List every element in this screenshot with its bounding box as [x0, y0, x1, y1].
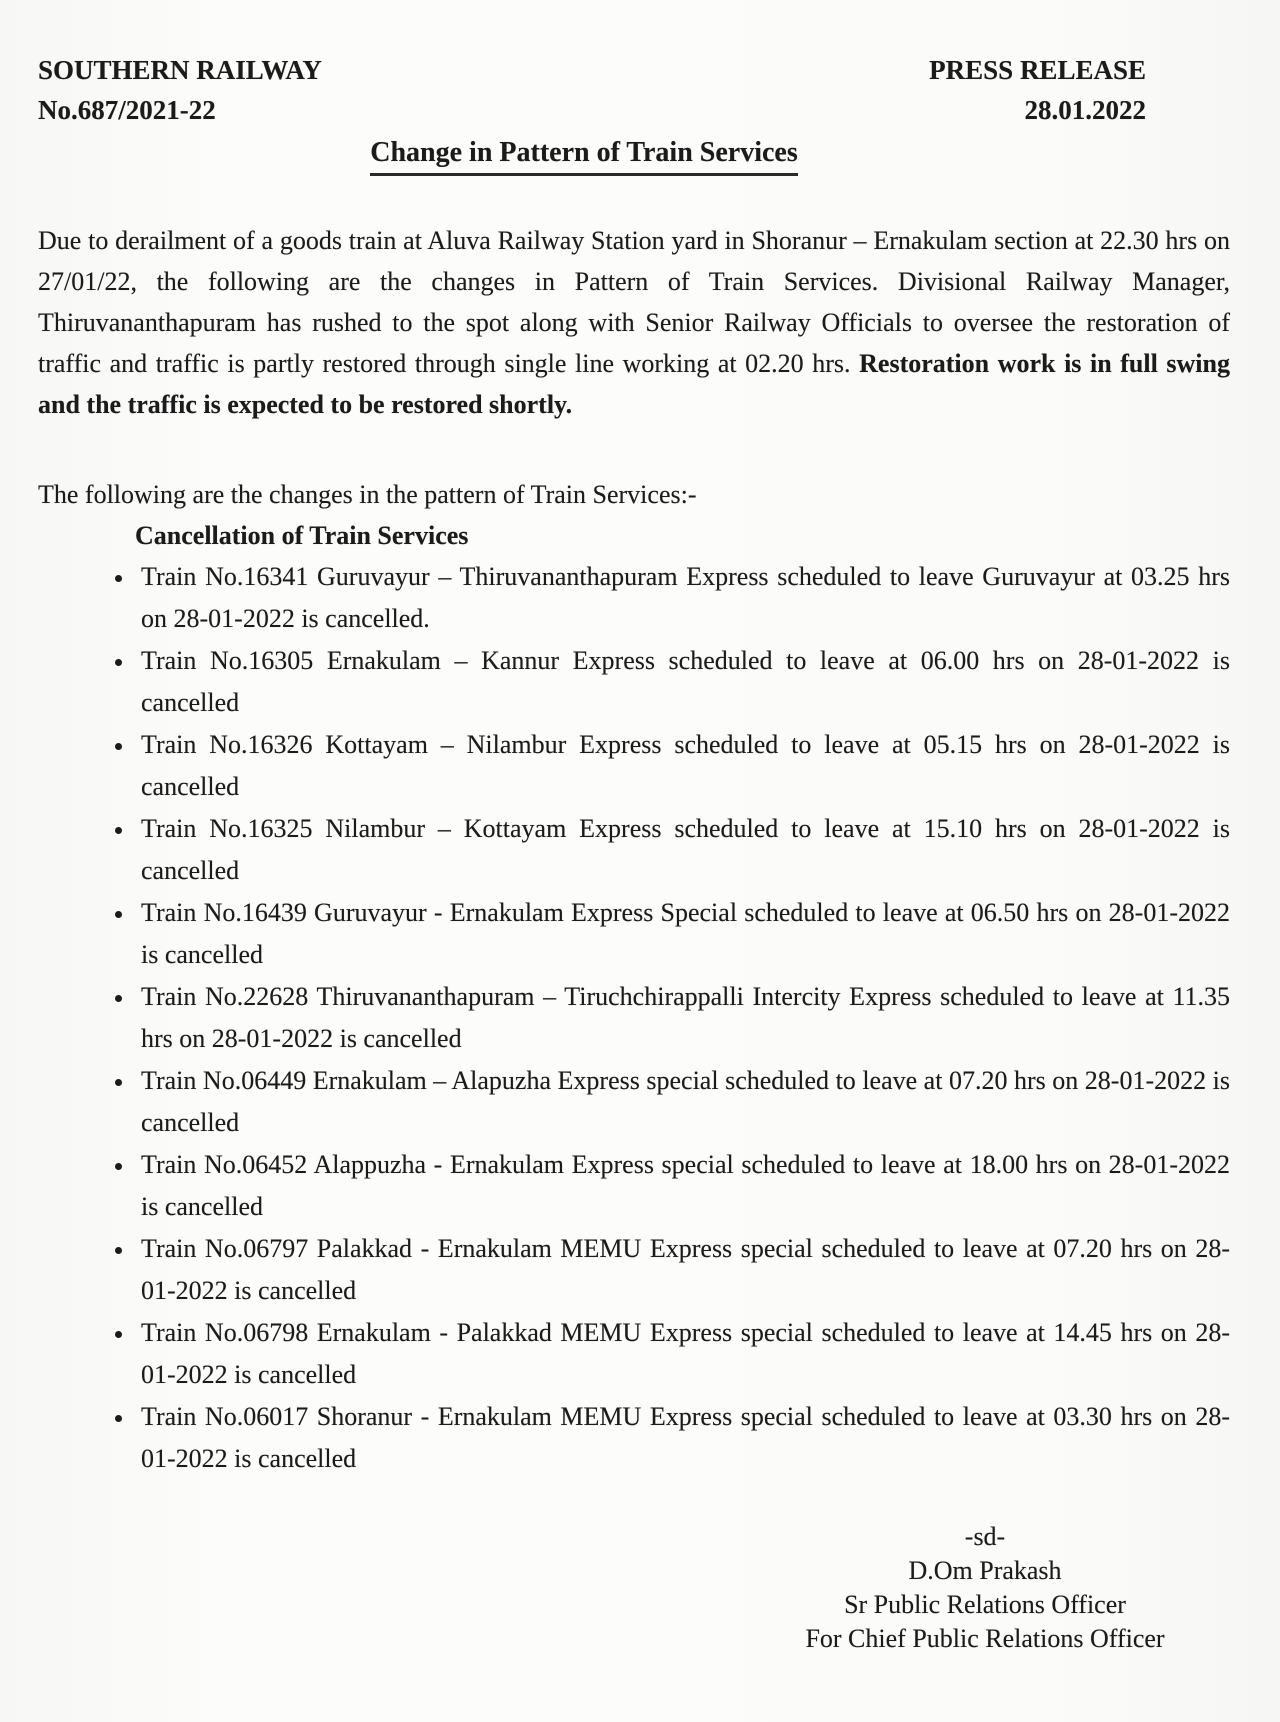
train-cancellation-item: • Train No.16326 Kottayam – Nilambur Express scheduled to leave at 05.15 hrs on 28-01-2022 is cancelled	[135, 724, 1230, 808]
signatory-name: D.Om Prakash	[908, 1556, 1062, 1585]
header-row-2	[38, 90, 1230, 130]
train-cancellation-item: • Train No.06017 Shoranur - Ernakulam MEMU Express special scheduled to leave at 03.30 hrs on 28-01-2022 is cancelled	[135, 1396, 1230, 1480]
train-cancellation-item: • Train No.06449 Ernakulam – Alapuzha Express special scheduled to leave at 07.20 hrs on 28-01-2022 is cancelled	[135, 1060, 1230, 1144]
signatory-designation: Sr Public Relations Officer	[844, 1590, 1126, 1619]
train-cancellation-item: • Train No.06452 Alappuzha - Ernakulam Express special scheduled to leave at 18.00 hrs on 28-01-2022 is cancelled	[135, 1144, 1230, 1228]
signature-block	[770, 1520, 1200, 1656]
train-cancellation-item: • Train No.06797 Palakkad - Ernakulam MEMU Express special scheduled to leave at 07.20 hrs on 28-01-2022 is cancelled	[135, 1228, 1230, 1312]
intro-paragraph	[38, 220, 1230, 425]
changes-lead-line: The following are the changes in the pattern of Train Services:-	[38, 480, 697, 509]
title-row	[38, 134, 1230, 176]
release-date: 28.01.2022	[1024, 95, 1146, 125]
header-row-1	[38, 50, 1230, 90]
sd-line: -sd-	[964, 1522, 1006, 1551]
train-cancellation-item: • Train No.16325 Nilambur – Kottayam Express scheduled to leave at 15.10 hrs on 28-01-2022 is cancelled	[135, 808, 1230, 892]
org-name: SOUTHERN RAILWAY	[38, 55, 322, 85]
train-cancellation-item: • Train No.06798 Ernakulam - Palakkad MEMU Express special scheduled to leave at 14.45 hrs on 28-01-2022 is cancelled	[135, 1312, 1230, 1396]
cancellation-subheading: Cancellation of Train Services	[135, 521, 469, 550]
intro-bold-sentence: Restoration work is in full swing and the traffic is expected to be restored shortly.	[38, 349, 1230, 419]
cancellation-list	[38, 556, 1230, 1480]
train-cancellation-item: • Train No.16341 Guruvayur – Thiruvananthapuram Express scheduled to leave Guruvayur at 03.25 hrs on 28-01-2022 is cancelled.	[135, 556, 1230, 640]
doc-type: PRESS RELEASE	[929, 55, 1146, 85]
train-cancellation-item: • Train No.16305 Ernakulam – Kannur Express scheduled to leave at 06.00 hrs on 28-01-2022 is cancelled	[135, 640, 1230, 724]
document-title: Change in Pattern of Train Services	[370, 134, 797, 176]
ref-number: No.687/2021-22	[38, 95, 216, 125]
train-cancellation-item: • Train No.16439 Guruvayur - Ernakulam Express Special scheduled to leave at 06.50 hrs on 28-01-2022 is cancelled	[135, 892, 1230, 976]
signatory-for-line: For Chief Public Relations Officer	[805, 1624, 1165, 1653]
train-cancellation-item: • Train No.22628 Thiruvananthapuram – Tiruchchirappalli Intercity Express scheduled to leave at 11.35 hrs on 28-01-2022 is cancelled	[135, 976, 1230, 1060]
intro-text: Due to derailment of a goods train at Aluva Railway Station yard in Shoranur – Ernakulam section at 22.30 hrs on 27/01/22, the following are the changes in Pattern of Train Services. Divisional Railway Manager, Thiruvananthapuram has rushed to the spot along with Senior Railway Officials to oversee the restoration of traffic and traffic is partly restored through single line working at 02.20 hrs.	[38, 226, 1230, 378]
